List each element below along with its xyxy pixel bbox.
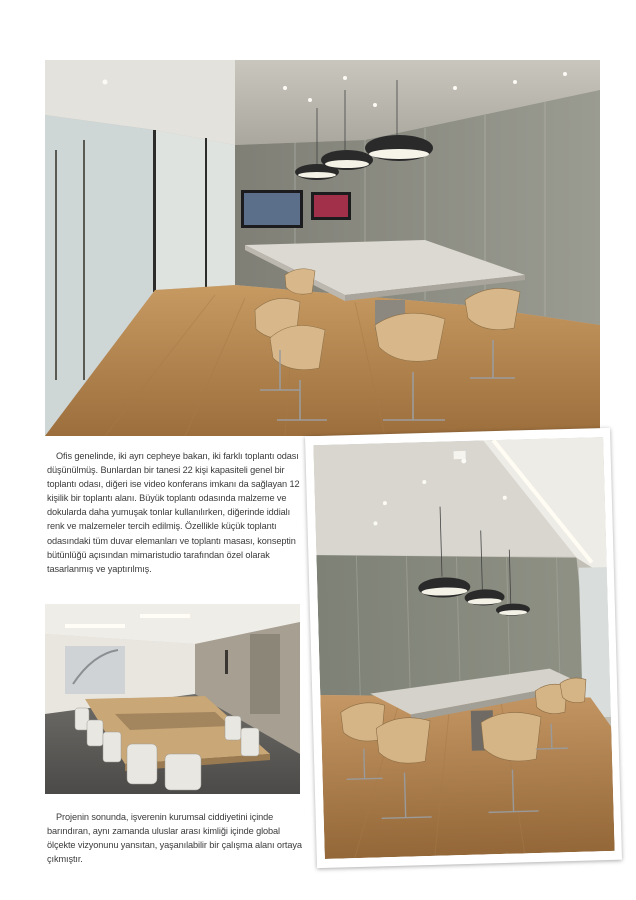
meeting-room-illustration	[45, 60, 600, 436]
boardroom-illustration	[45, 604, 300, 794]
meeting-room-illustration-2	[313, 437, 614, 859]
article-paragraph-2-text: Projenin sonunda, işverenin kurumsal ciddiyetini içinde barındıran, aynı zamanda uluslar arası kimliği içinde global ölçekte vizyonunu yansıtan, yaşanılabilir bir çalışma alanı ortaya çıkmıştır.	[47, 812, 302, 865]
meeting-room-photo-tilted-frame	[305, 428, 622, 868]
meeting-room-photo-tilted	[313, 437, 614, 859]
article-paragraph-1	[47, 449, 303, 576]
article-paragraph-2	[47, 810, 303, 866]
article-paragraph-1-text: Ofis genelinde, iki ayrı cepheye bakan, iki farklı toplantı odası düşünülmüş. Bunlardan bir tanesi 22 kişi kapasiteli genel bir toplantı odası, diğeri ise video konferans imkanı da sağlayan 12 kişilik bir toplantı alanı. Büyük toplantı odasında malzeme ve dokularda daha yumuşak tonlar kullanılırken, diğerinde iddialı renk ve malzemeler tercih edilmiş. Özellikle küçük toplantı odasındaki tüm duvar elemanları ve toplantı masası, konseptin bütünlüğü açısından mimaristudio tarafından özel olarak tasarlanmış ve yaptırılmış.	[47, 451, 300, 574]
boardroom-photo-small	[45, 604, 300, 794]
meeting-room-photo-large	[45, 60, 600, 436]
